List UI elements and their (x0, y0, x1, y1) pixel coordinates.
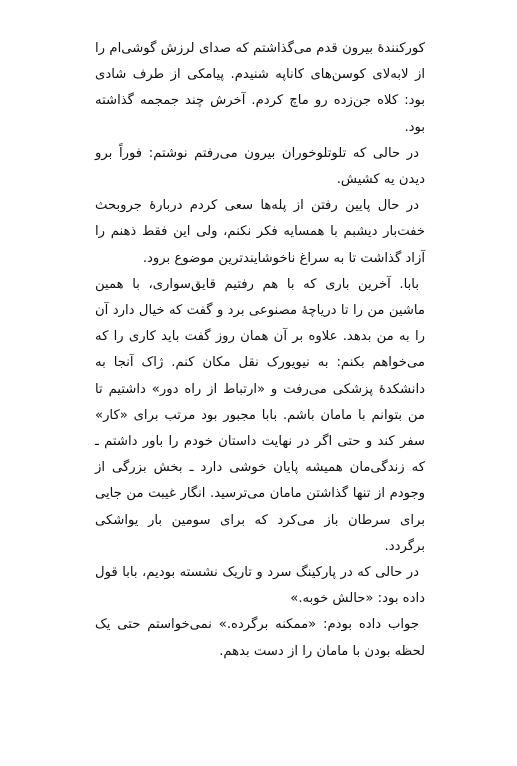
paragraph: در حال پایین رفتن از پله‌ها سعی کردم دربارهٔ جروبحث خفت‌بار دیشبم با همسایه فکر نکنم، ولی این فقط ذهنم را آزاد گذاشت تا به سراغ ناخوشایندترین موضوع برود. (95, 198, 425, 266)
document-body (95, 36, 425, 665)
paragraph: بابا. آخرین باری که با هم رفتیم قایق‌سواری، با همین ماشین من را تا دریاچهٔ مصنوعی برد و گفت که خیال دارد آن را به من بدهد. علاوه بر آن همان روز گفت باید کاری را که می‌خواهم بکنم: به نیویورک نقل مکان کنم. ژاک آنجا به دانشکدهٔ پزشکی می‌رفت و «ارتباط از راه دور» داشتیم تا من بتوانم با مامان باشم. بابا مجبور بود مرتب برای «کار» سفر کند و حتی اگر در نهایت داستان خودم را باور داشتم ـ که زندگی‌مان همیشه پایان خوشی دارد ـ بخش بزرگی از وجودم از تنها گذاشتن مامان می‌ترسید. انگار غیبت من جایی برای سرطان باز می‌کرد که برای سومین بار یواشکی برگردد. (95, 276, 425, 554)
paragraph: در حالی که تلوتلوخوران بیرون می‌رفتم نوشتم: فوراً برو دیدن یه کشیش. (95, 145, 425, 188)
paragraph: جواب داده بودم: «ممکنه برگرده.» نمی‌خواستم حتی یک لحظه بودن با مامان را از دست بدهم. (95, 617, 425, 659)
paragraph: در حالی که در پارکینگ سرد و تاریک نشسته بودیم، بابا قول داده بود: «حالش خوبه.» (95, 565, 425, 607)
paragraph: کورکنندهٔ بیرون قدم می‌گذاشتم که صدای لرزش گوشی‌ام را از لابه‌لای کوسن‌های کاناپه شنیدم. پیامکی از طرف شادی بود: کلاه جن‌زده رو ماچ کردم. آخرش چند جمجمه گذاشته بود. (95, 41, 425, 135)
